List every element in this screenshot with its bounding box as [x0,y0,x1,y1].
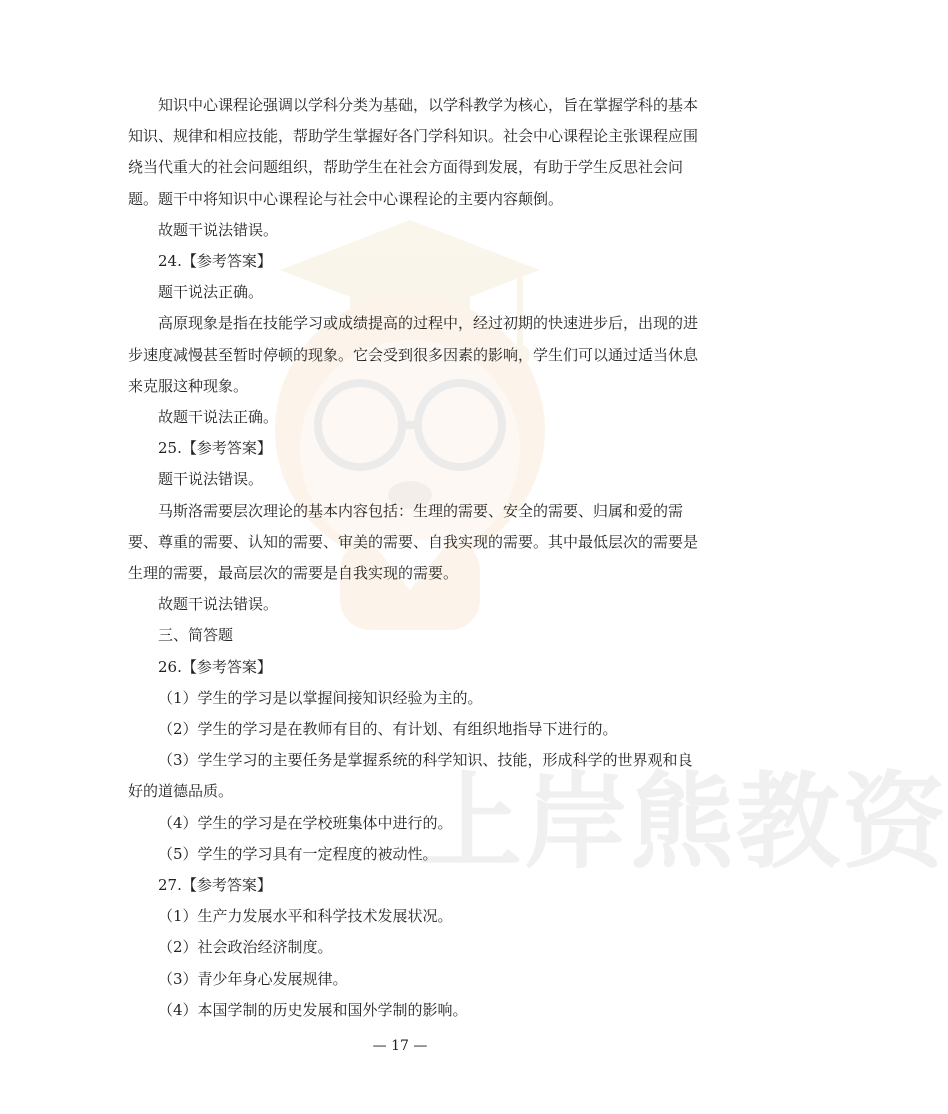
watermark-text: 上岸熊教资 [418,761,948,883]
list-item: （2）社会政治经济制度。 [158,938,333,957]
paragraph: 故题干说法正确。 [158,408,279,427]
page-number: — 17 — [372,1038,428,1054]
list-item: （3）学生学习的主要任务是掌握系统的科学知识、技能，形成科学的世界观和良好的道德品质。 [128,751,693,801]
answer-heading: 25.【参考答案】 [158,439,272,458]
paragraph: 故题干说法错误。 [158,595,279,614]
paragraph: 马斯洛需要层次理论的基本内容包括：生理的需要、安全的需要、归属和爱的需要、尊重的需要、认知的需要、审美的需要、自我实现的需要。其中最低层次的需要是生理的需要，最高层次的需要是自我实现的需要。 [128,501,699,583]
list-item: （4）本国学制的历史发展和国外学制的影响。 [158,1000,468,1019]
paragraph: 题干说法正确。 [158,283,264,302]
answer-heading: 27.【参考答案】 [158,876,272,895]
list-item: （1）生产力发展水平和科学技术发展状况。 [158,907,453,926]
section-heading: 三、简答题 [158,626,234,645]
paragraph: 高原现象是指在技能学习或成绩提高的过程中，经过初期的快速进步后，出现的进步速度减慢甚至暂时停顿的现象。它会受到很多因素的影响，学生们可以通过适当休息来克服这种现象。 [128,314,699,395]
paragraph: 题干说法错误。 [158,470,264,489]
paragraph: 知识中心课程论强调以学科分类为基础，以学科教学为核心，旨在掌握学科的基本知识、规律和相应技能，帮助学生掌握好各门学科知识。社会中心课程论主张课程应围绕当代重大的社会问题组织，帮助学生在社会方面得到发展，有助于学生反思社会问题。题干中将知识中心课程论与社会中心课程论的主要内容颠倒。 [128,96,699,208]
list-item: （3）青少年身心发展规律。 [158,969,348,988]
list-item: （2）学生的学习是在教师有目的、有计划、有组织地指导下进行的。 [158,720,618,739]
list-item: （1）学生的学习是以掌握间接知识经验为主的。 [158,688,483,707]
list-item: （5）学生的学习具有一定程度的被动性。 [158,844,438,863]
document-body [128,90,698,1026]
paragraph: 故题干说法错误。 [158,220,279,239]
list-item: （4）学生的学习是在学校班集体中进行的。 [158,813,453,832]
answer-heading: 24.【参考答案】 [158,252,272,271]
answer-heading: 26.【参考答案】 [158,657,272,676]
